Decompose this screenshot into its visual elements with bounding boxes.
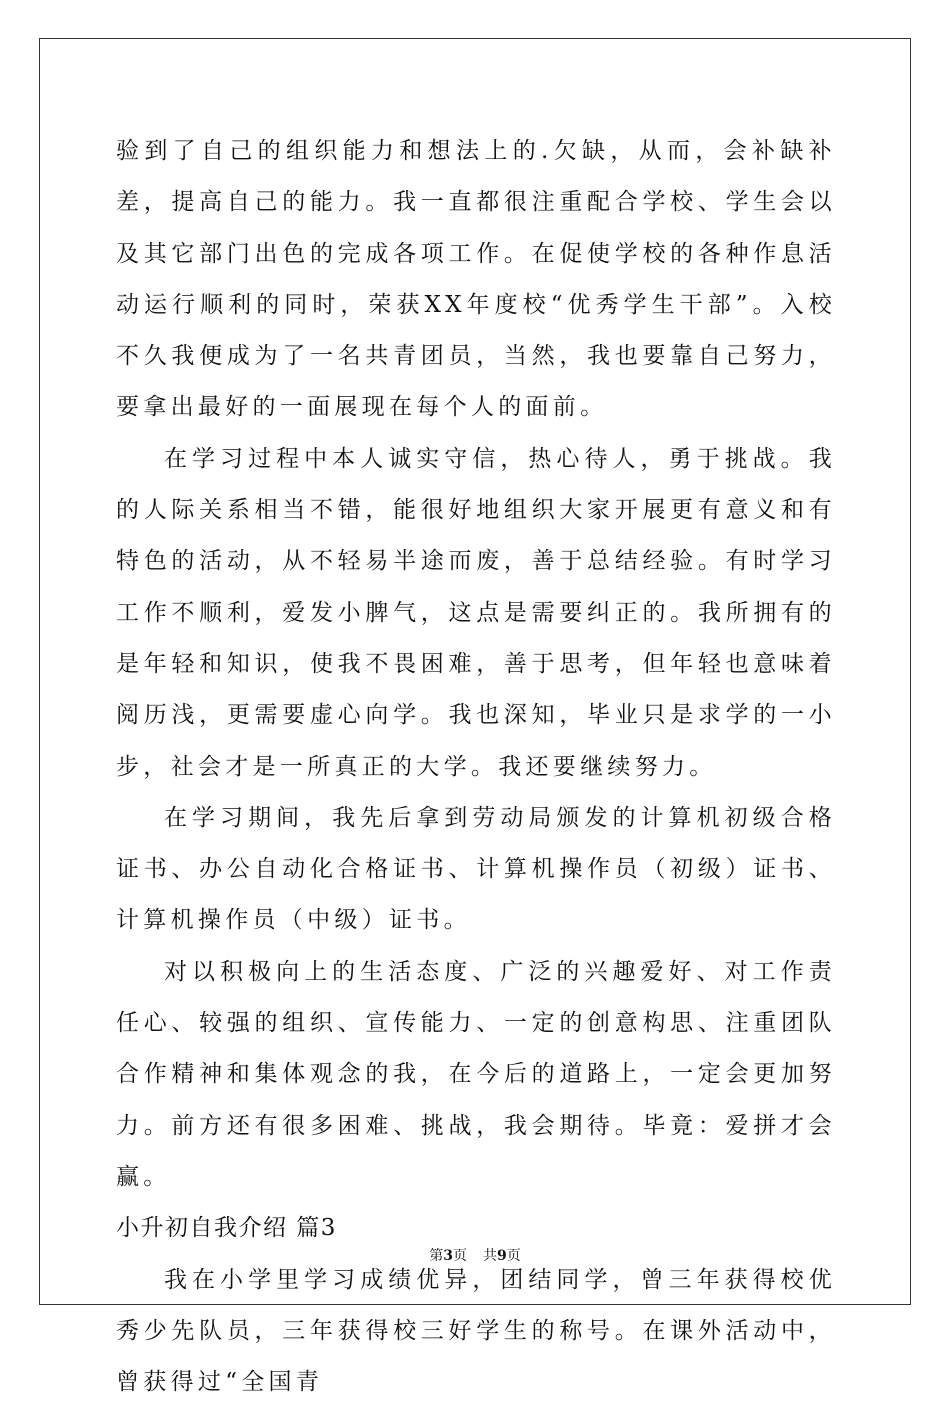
page-total: 9 — [497, 1248, 507, 1264]
page-current: 3 — [443, 1248, 453, 1264]
page-suffix: 页 — [453, 1248, 467, 1264]
section-paragraph: 我在小学里学习成绩优异，团结同学，曾三年获得校优秀少先队员，三年获得校三好学生的称号。在课外活动中，曾获得过“全国青 — [116, 1266, 836, 1396]
page-prefix: 第 — [429, 1248, 444, 1264]
document-body — [116, 126, 836, 1408]
paragraph-1: 验到了自己的组织能力和想法上的.欠缺，从而，会补缺补差，提高自己的能力。我一直都很注重配合学校、学生会以及其它部门出色的完成各项工作。在促使学校的各种作息活动运行顺利的同时，荣获XX年度校“优秀学生干部”。入校不久我便成为了一名共青团员，当然，我也要靠自己努力，要拿出最好的一面展现在每个人的面前。 — [116, 138, 836, 421]
section-heading: 小升初自我介绍 篇3 — [116, 1215, 337, 1242]
paragraph-4: 对以积极向上的生活态度、广泛的兴趣爱好、对工作责任心、较强的组织、宣传能力、一定的创意构思、注重团队合作精神和集体观念的我，在今后的道路上，一定会更加努力。前方还有很多困难、挑战，我会期待。毕竟：爱拼才会赢。 — [116, 958, 836, 1190]
page-footer — [0, 1245, 950, 1265]
total-suffix: 页 — [506, 1248, 521, 1264]
total-prefix: 共 — [483, 1248, 497, 1264]
paragraph-3: 在学习期间，我先后拿到劳动局颁发的计算机初级合格证书、办公自动化合格证书、计算机操作员（初级）证书、计算机操作员（中级）证书。 — [116, 804, 836, 934]
paragraph-2: 在学习过程中本人诚实守信，热心待人，勇于挑战。我的人际关系相当不错，能很好地组织大家开展更有意义和有特色的活动，从不轻易半途而废，善于总结经验。有时学习工作不顺利，爱发小脾气，这点是需要纠正的。我所拥有的是年轻和知识，使我不畏困难，善于思考，但年轻也意味着阅历浅，更需要虚心向学。我也深知，毕业只是求学的一小步，社会才是一所真正的大学。我还要继续努力。 — [116, 445, 836, 780]
